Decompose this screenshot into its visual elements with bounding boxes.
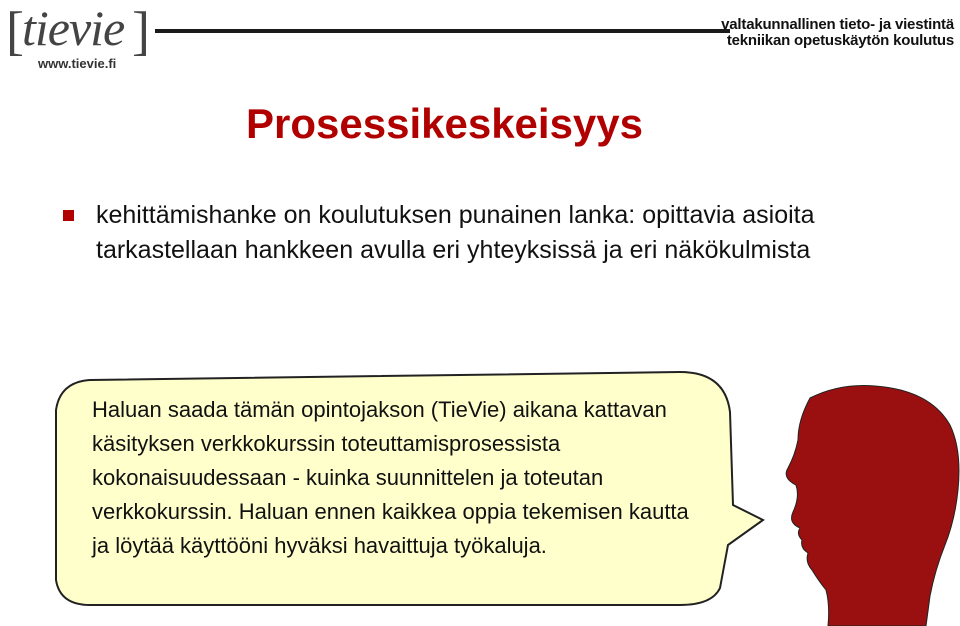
- logo-url[interactable]: www.tievie.fi: [38, 56, 117, 71]
- logo-text: tievie: [22, 0, 125, 56]
- speech-bubble-text: Haluan saada tämän opintojakson (TieVie) aikana kattavan käsityksen verkkokurssin toteuttamisprosessista kokonaisuudessaan - kuinka suunnittelen ja toteutan verkkokurssin. Haluan ennen kaikkea oppia tekemisen kautta ja löytää käyttööni hyväksi havaittuja työkaluja.: [92, 397, 689, 558]
- head-silhouette-icon: [786, 386, 959, 626]
- logo-bracket-right: ]: [132, 1, 150, 61]
- bullet-text: kehittämishanke on koulutuksen punainen lanka: opittavia asioita tarkastellaan hankkeen avulla eri yhteyksissä ja eri näkökulmista: [96, 201, 815, 264]
- org-name-line1: valtakunnallinen tieto- ja viestintä: [721, 16, 954, 33]
- logo-bracket-left: [: [6, 1, 24, 61]
- org-name-line2: tekniikan opetuskäytön koulutus: [726, 32, 954, 49]
- slide-title: Prosessikeskeisyys: [246, 100, 644, 147]
